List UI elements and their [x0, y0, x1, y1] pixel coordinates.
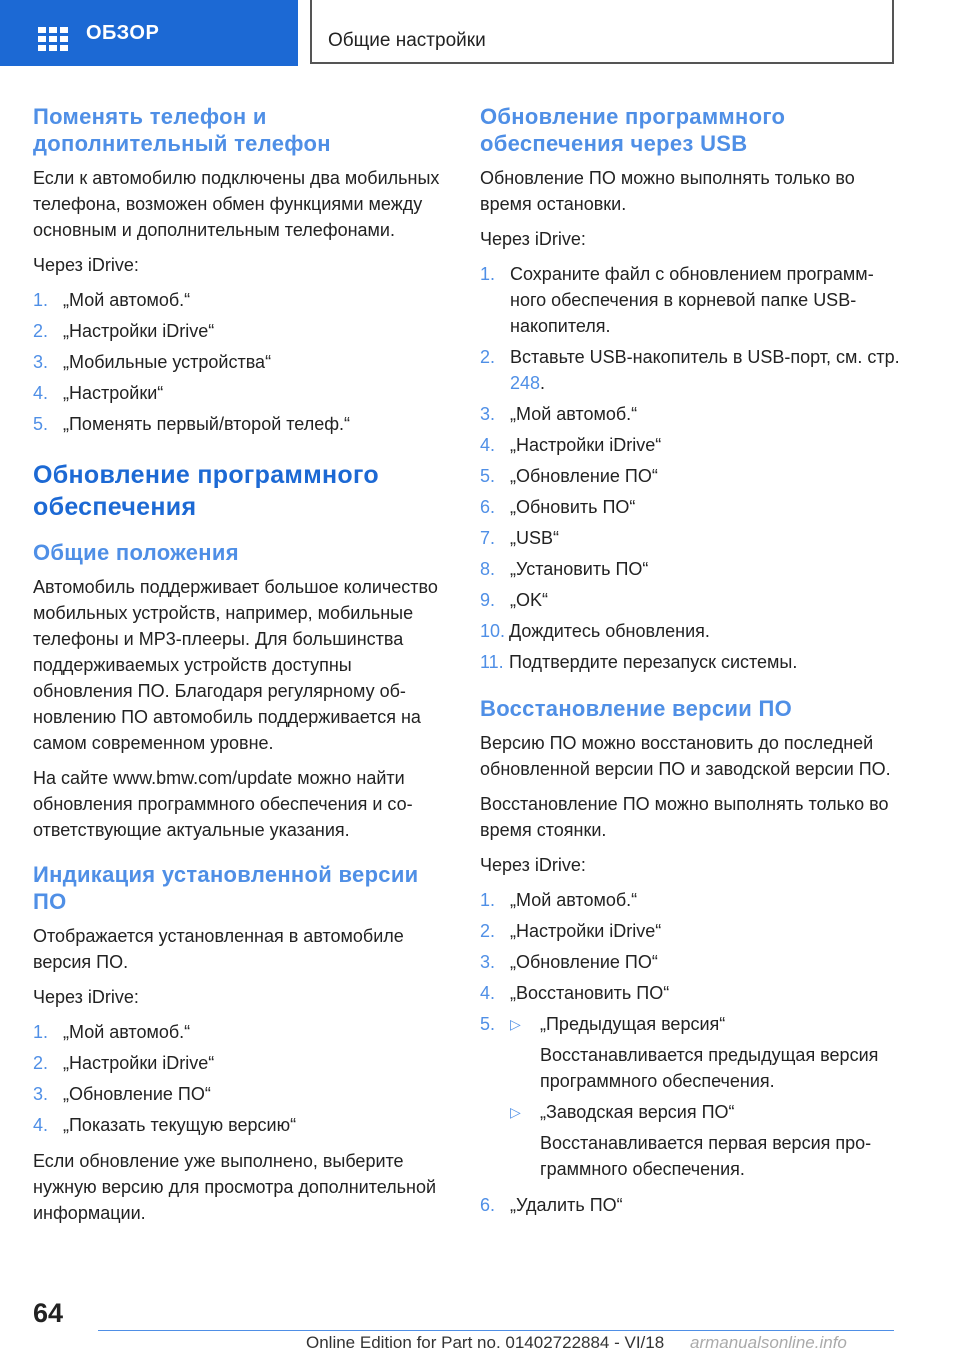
section-header — [310, 0, 894, 64]
list-item: 2. „Настройки iDrive“ — [33, 1053, 215, 1073]
list-item: 7. „USB“ — [480, 528, 559, 548]
list-item: 4. „Настройки“ — [33, 383, 164, 403]
heading-software-update: Обновление программного обеспечения — [33, 461, 379, 521]
via-idrive: Через iDrive: — [480, 855, 586, 875]
triangle-right-icon: ▷ — [510, 1104, 521, 1120]
list-item: 6. „Удалить ПО“ — [480, 1195, 623, 1215]
paragraph: На сайте www.bmw.com/update можно найти обновления программного обеспечения и соответствующие актуальные указания. — [33, 768, 413, 840]
via-idrive: Через iDrive: — [480, 229, 586, 249]
list-item: 1. „Мой автомоб.“ — [480, 890, 638, 910]
paragraph: Автомобиль поддерживает большое количество мобильных устройств, например, мобильные телефоны и MP3-плееры. Для большинства поддерживаемых устройств доступны обновления ПО. Благодаря регулярному обновлению ПО автомобиль поддерживается на самом современном уровне. — [33, 577, 438, 753]
right-column — [480, 103, 900, 1228]
list-item: 5. ▷ „Предыдущая версия“ Восстанавливается предыдущая версия программного обеспечения. ▷ „Заводская версия ПО“ Восстанавливается первая версия программного обеспечения. — [480, 1011, 900, 1187]
via-idrive: Через iDrive: — [33, 987, 139, 1007]
steps-list — [33, 287, 453, 437]
grid-icon — [38, 27, 68, 51]
list-item: 5. „Поменять первый/второй телеф.“ — [33, 414, 351, 434]
list-item: 2. „Настройки iDrive“ — [33, 321, 215, 341]
heading-general: Общие положения — [33, 540, 239, 565]
list-item: 8. „Установить ПО“ — [480, 559, 649, 579]
option-previous-version: ▷ „Предыдущая версия“ — [510, 1011, 900, 1037]
option-factory-version: ▷ „Заводская версия ПО“ — [510, 1099, 900, 1125]
heading-usb-update: Обновление программного обеспечения через USB — [480, 104, 786, 156]
steps-list — [480, 887, 900, 1218]
heading-installed-version: Индикация установленной версии ПО — [33, 862, 419, 914]
left-column — [33, 103, 453, 1235]
list-item: 2. Вставьте USB-накопитель в USB-порт, см. стр. 248. — [480, 347, 900, 393]
list-item: 1. „Мой автомоб.“ — [33, 1022, 191, 1042]
page-link-248[interactable]: 248 — [510, 373, 541, 393]
paragraph: Если обновление уже выполнено, выберите нужную версию для просмотра дополнительной информации. — [33, 1151, 437, 1223]
list-item: 3. „Мой автомоб.“ — [480, 404, 638, 424]
footer-edition: Online Edition for Part no. 01402722884 - VI/18 — [306, 1333, 665, 1352]
paragraph: Обновление ПО можно выполнять только во время остановки. — [480, 168, 855, 214]
list-item: 4. „Настройки iDrive“ — [480, 435, 662, 455]
heading-swap-phone: Поменять телефон и дополнительный телефон — [33, 104, 331, 156]
section-title: Общие настройки — [328, 30, 486, 51]
list-item: 4. „Показать текущую версию“ — [33, 1115, 297, 1135]
list-item: 3. „Мобильные устройства“ — [33, 352, 272, 372]
via-idrive: Через iDrive: — [33, 255, 139, 275]
list-item: 1. „Мой автомоб.“ — [33, 290, 191, 310]
list-item: 3. „Обновление ПО“ — [480, 952, 658, 972]
list-item: 11. Подтвердите перезапуск системы. — [480, 652, 798, 672]
heading-restore-version: Восстановление версии ПО — [480, 696, 792, 721]
footer-divider — [98, 1330, 894, 1331]
triangle-right-icon: ▷ — [510, 1016, 521, 1032]
paragraph: Если к автомобилю подключены два мобильных телефона, возможен обмен функциями между основным и дополнительным телефонами. — [33, 168, 440, 240]
list-item: 1. Сохраните файл с обновлением программного обеспечения в корневой папке USB-накопителя. — [480, 264, 874, 336]
overview-tab[interactable] — [0, 0, 298, 66]
paragraph: Версию ПО можно восстановить до последней обновленной версии ПО и заводской версии ПО. — [480, 733, 891, 779]
page-number: 64 — [33, 1298, 64, 1328]
list-item: 6. „Обновить ПО“ — [480, 497, 636, 517]
list-item: 5. „Обновление ПО“ — [480, 466, 658, 486]
overview-tab-label: ОБЗОР — [86, 22, 160, 44]
list-item: 10. Дождитесь обновления. — [480, 621, 710, 641]
list-item: 2. „Настройки iDrive“ — [480, 921, 662, 941]
list-item: 3. „Обновление ПО“ — [33, 1084, 211, 1104]
steps-list — [33, 1019, 453, 1138]
footer-watermark: armanualsonline.info — [690, 1333, 847, 1352]
paragraph: Восстановление ПО можно выполнять только во время стоянки. — [480, 794, 889, 840]
steps-list — [480, 261, 900, 675]
paragraph: Отображается установленная в автомобиле версия ПО. — [33, 926, 404, 972]
list-item: 4. „Восстановить ПО“ — [480, 983, 670, 1003]
list-item: 9. „OK“ — [480, 590, 548, 610]
